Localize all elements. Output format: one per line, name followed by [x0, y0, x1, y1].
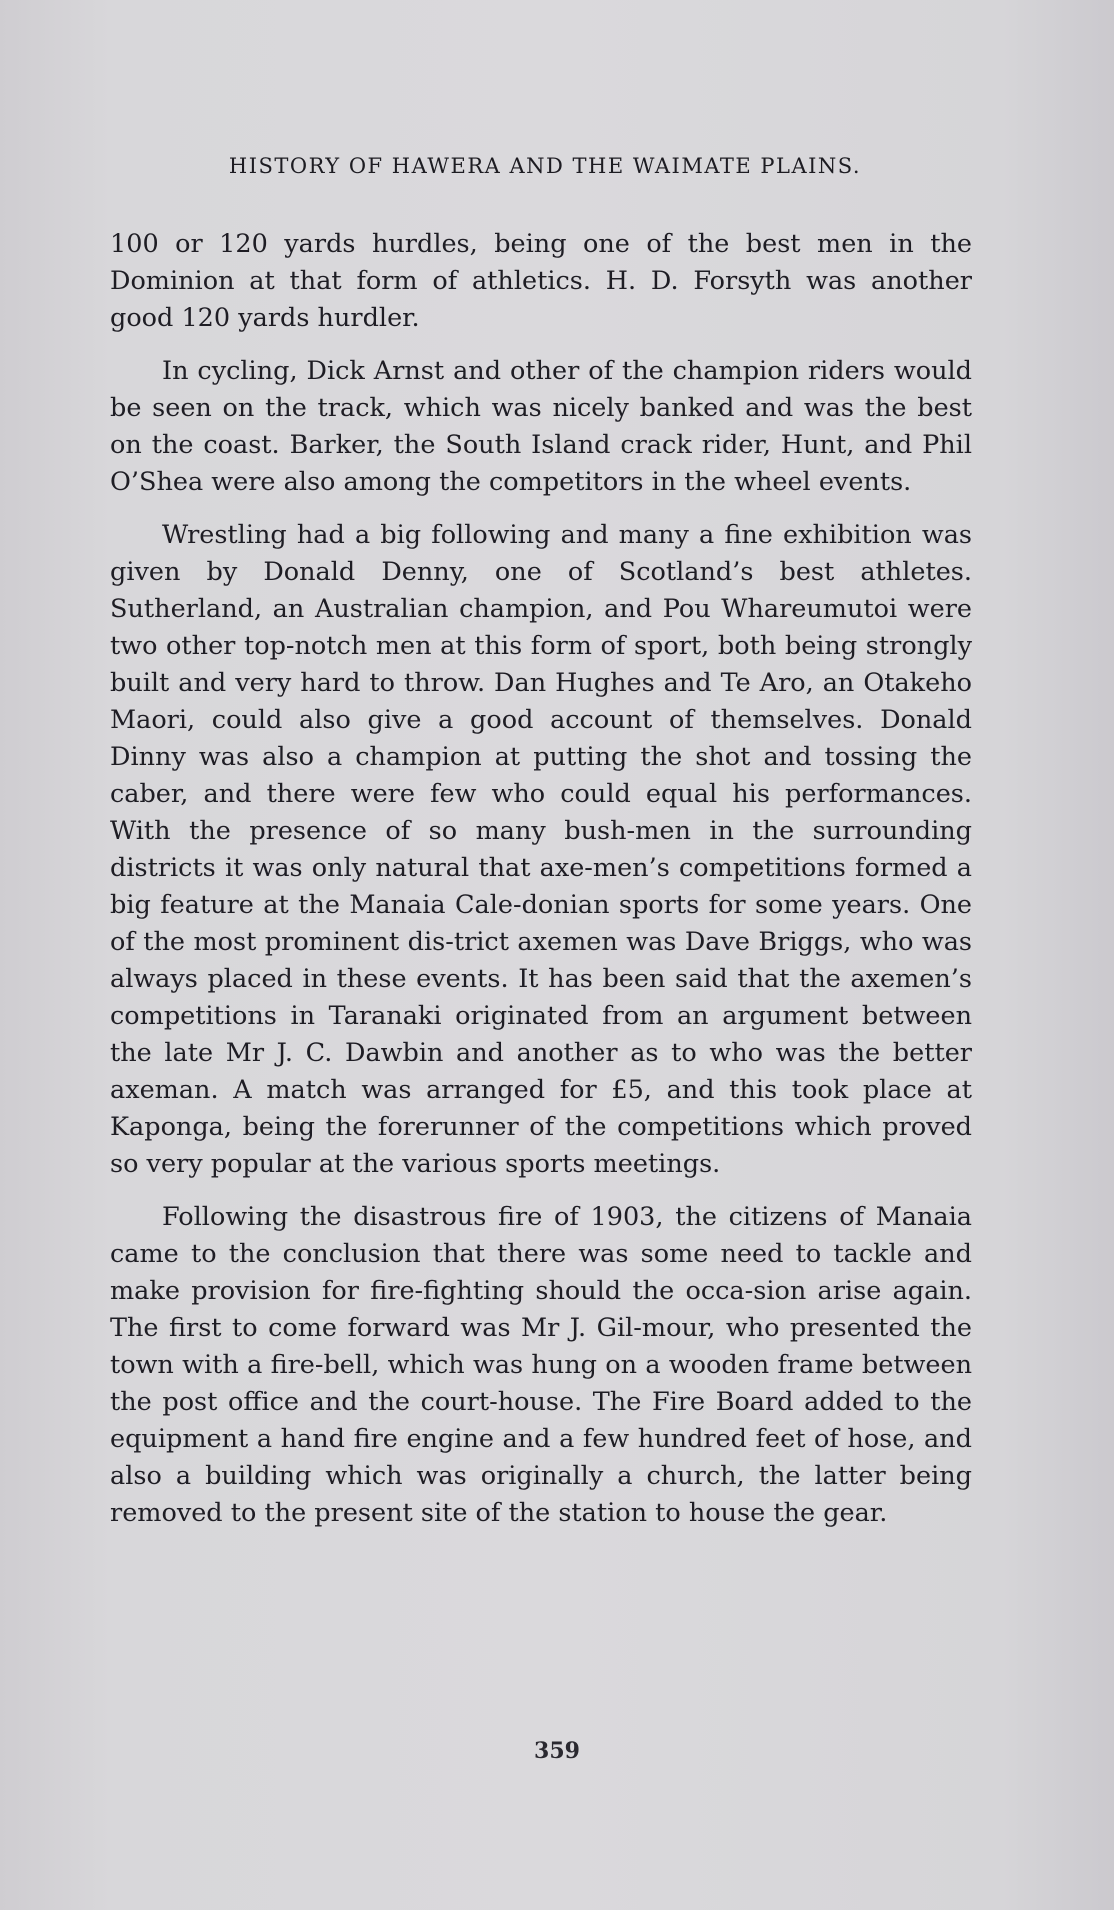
body-text [110, 226, 972, 1548]
paragraph-cycling: In cycling, Dick Arnst and other of the champion riders would be seen on the track, which was nicely banked and was the best on the coast. Barker, the South Island crack rider, Hunt, and Phil O’Shea were also among the competitors in the wheel events. [110, 356, 972, 497]
page-number: 359 [534, 1738, 580, 1764]
paragraph-hurdles: 100 or 120 yards hurdles, being one of the best men in the Dominion at that form of athletics. H. D. Forsyth was another good 120 yards hurdler. [110, 229, 972, 333]
paragraph-fire-brigade: Following the disastrous fire of 1903, the citizens of Manaia came to the conclusion that there was some need to tackle and make provision for fire-fighting should the occa-sion arise again. The first to come forward was Mr J. Gil-mour, who presented the town with a fire-bell, which was hung on a wooden frame between the post office and the court-house. The Fire Board added to the equipment a hand fire engine and a few hundred feet of hose, and also a building which was originally a church, the latter being removed to the present site of the station to house the gear. [110, 1202, 972, 1528]
paragraph-wrestling: Wrestling had a big following and many a fine exhibition was given by Donald Denny, one of Scotland’s best athletes. Sutherland, an Australian champion, and Pou Whareumutoi were two other top-notch men at this form of sport, both being strongly built and very hard to throw. Dan Hughes and Te Aro, an Otakeho Maori, could also give a good account of themselves. Donald Dinny was also a champion at putting the shot and tossing the caber, and there were few who could equal his performances. With the presence of so many bush-men in the surrounding districts it was only natural that axe-men’s competitions formed a big feature at the Manaia Cale-donian sports for some years. One of the most prominent dis-trict axemen was Dave Briggs, who was always placed in these events. It has been said that the axemen’s competitions in Taranaki originated from an argument between the late Mr J. C. Dawbin and another as to who was the better axeman. A match was arranged for £5, and this took place at Kaponga, being the forerunner of the competitions which proved so very popular at the various sports meetings. [110, 520, 972, 1179]
running-head: HISTORY OF HAWERA AND THE WAIMATE PLAINS. [228, 154, 862, 178]
